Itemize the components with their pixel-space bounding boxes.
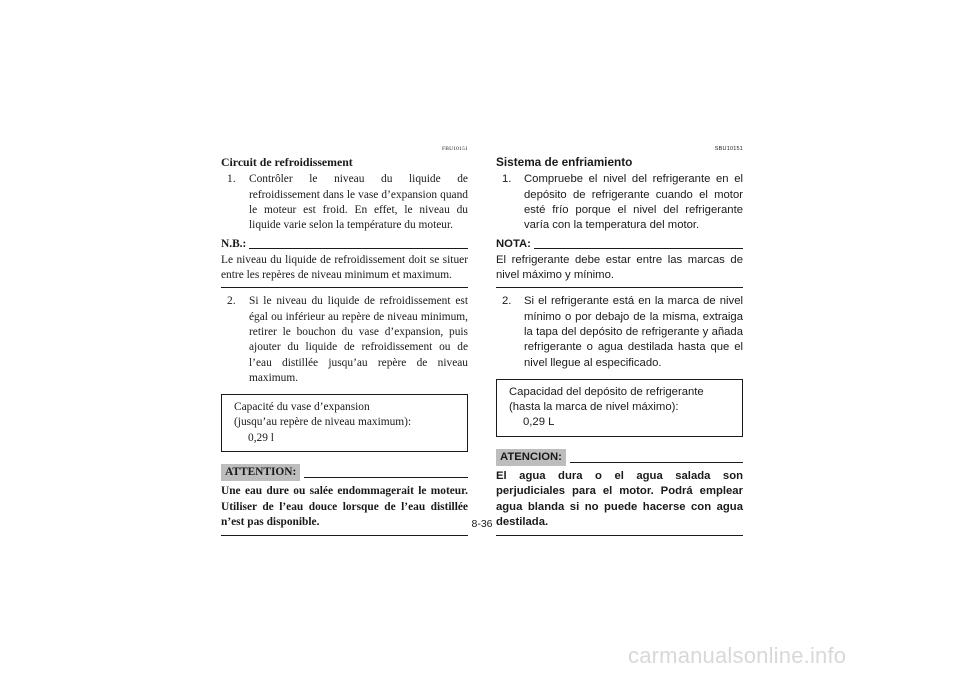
- step-number: 2.: [502, 295, 512, 308]
- watermark: carmanualsonline.info: [628, 643, 847, 668]
- note-rule: [534, 248, 743, 249]
- note-label: NOTA:: [496, 238, 531, 251]
- warning-header: [496, 449, 743, 466]
- note-text: Le niveau du liquide de refroidissement doit se situer entre les repères de niveau minimum et maximum.: [221, 253, 468, 282]
- step-2: [496, 294, 743, 370]
- note-header: [221, 237, 468, 252]
- step-number: 1.: [502, 173, 512, 186]
- step-1: [496, 172, 743, 233]
- step-text: Contrôler le niveau du liquide de refroidissement dans le vase d’expansion quand le moteur est froid. En effet, le niveau du liquide varie selon la température du moteur.: [249, 173, 468, 232]
- step-2: [221, 294, 468, 386]
- warning-text: El agua dura o el agua salada son perjudiciales para el motor. Podrá emplear agua blanda si no puede hacerse con agua destilada.: [496, 470, 743, 528]
- spec-box: [496, 379, 743, 437]
- step-number: 1.: [227, 173, 236, 186]
- warning-label: ATENCION:: [496, 449, 566, 466]
- section-heading: Sistema de enfriamiento: [496, 155, 633, 169]
- note-rule: [249, 248, 468, 249]
- warning-label: ATTENTION:: [221, 464, 300, 481]
- warning-header: [221, 464, 468, 481]
- spec-line-2: (hasta la marca de nivel máximo):: [509, 401, 679, 414]
- note-end-rule: [221, 287, 468, 288]
- spanish-column: [496, 146, 743, 536]
- step-number: 2.: [227, 295, 236, 308]
- spec-box: [221, 394, 468, 452]
- spec-value: 0,29 L: [523, 416, 555, 429]
- warning-rule: [304, 477, 468, 478]
- page-number: 8-36: [471, 518, 493, 530]
- note-end-rule: [496, 287, 743, 288]
- section-code: SBU10151: [714, 146, 743, 152]
- note-header: [496, 237, 743, 252]
- warning-end-rule: [496, 535, 743, 536]
- step-text: Si le niveau du liquide de refroidissement est égal ou inférieur au repère de niveau minimum, retirer le bouchon du vase d’expansion, puis ajouter du liquide de refroidissement ou de l’eau distillée jusqu’au repère de niveau maximum.: [249, 295, 468, 384]
- note-text: El refrigerante debe estar entre las marcas de nivel máximo y mínimo.: [496, 253, 743, 282]
- section-code: FBU10151: [441, 146, 468, 152]
- french-column: [221, 146, 468, 536]
- warning-text: Une eau dure ou salée endommagerait le moteur. Utiliser de l’eau douce lorsque de l’eau distillée n’est pas disponible.: [221, 485, 468, 528]
- note-label: N.B.:: [221, 238, 247, 251]
- spec-line-2: (jusqu’au repère de niveau maximum):: [234, 416, 412, 429]
- spec-value: 0,29 l: [248, 431, 274, 444]
- step-1: [221, 172, 468, 233]
- step-text: Si el refrigerante está en la marca de nivel mínimo o por debajo de la misma, extraiga la tapa del depósito de refrigerante y añada refrigerante o agua destilada hasta que el nivel llegue al especificado.: [524, 295, 743, 369]
- spec-line-1: Capacité du vase d’expansion: [234, 401, 370, 414]
- section-heading: Circuit de refroidissement: [221, 155, 353, 169]
- warning-rule: [570, 462, 743, 463]
- warning-end-rule: [221, 535, 468, 536]
- step-text: Compruebe el nivel del refrigerante en el depósito de refrigerante cuando el motor esté frío porque el nivel del refrigerante varía con la temperatura del motor.: [524, 173, 743, 232]
- spec-line-1: Capacidad del depósito de refrigerante: [509, 385, 704, 398]
